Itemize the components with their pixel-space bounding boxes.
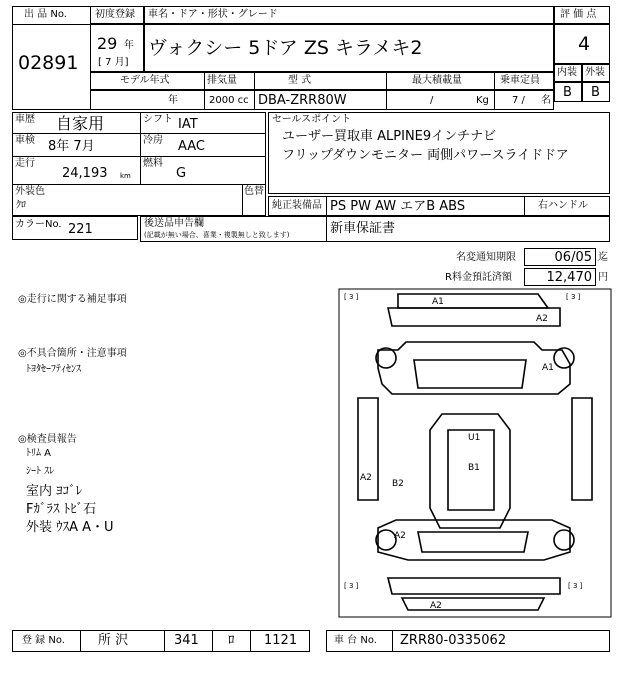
mark-u1: U1 [468, 433, 481, 443]
model-year-label: モデル年式 [120, 75, 170, 86]
reg-class: 341 [174, 633, 199, 648]
sales-point-line-2: フリップダウンモニター 両側パワースライドドア [282, 148, 569, 163]
mark-b2: B2 [392, 479, 404, 489]
side-view-bottom [388, 578, 560, 594]
equipment-v1 [326, 196, 327, 216]
displacement-value: 2000 cc [209, 95, 249, 106]
equipment-label: 純正装備品 [272, 200, 322, 211]
car-damage-diagram [338, 288, 614, 620]
steering-value: 右ハンドル [538, 200, 588, 211]
exterior-color-label: 外装色 [15, 186, 45, 197]
reg-year: 29 [97, 34, 118, 53]
name-change-label: 名変通知期限 [456, 252, 516, 263]
defects-title: ◎不具合箇所・注意事項 [18, 348, 127, 359]
mileage-value: 24,193 [62, 166, 108, 181]
wheel-rl [376, 530, 396, 550]
footer-v3 [212, 630, 213, 652]
color-no-label: カラーNo. [15, 219, 62, 230]
footer-v5 [392, 630, 393, 652]
car-name-label: 車名・ドア・形状・グレード [148, 9, 278, 20]
name-change-unit: 迄 [598, 252, 608, 263]
shift-value: IAT [178, 117, 198, 132]
divider-4 [494, 72, 495, 110]
specs-v2 [242, 184, 243, 216]
inspector-line-5: 外装 ｳｽA A・U [26, 520, 114, 535]
recycle-unit: 円 [598, 272, 608, 283]
inspector-line-1: ﾄﾘﾑ A [26, 448, 52, 459]
ac-value: AAC [178, 139, 205, 154]
recycle-label: R料金預託済額 [445, 272, 512, 283]
capacity-value: 7 / [512, 95, 525, 106]
lot-label: 出 品 No. [24, 9, 67, 20]
specs-h3 [12, 184, 266, 185]
type-code: DBA-ZRR80W [258, 93, 347, 108]
sales-points-label: セールスポイント [272, 114, 352, 125]
max-load-value: / [430, 95, 434, 106]
lot-number: 02891 [18, 52, 79, 74]
documents-value: 新車保証書 [330, 221, 396, 236]
footer-v1 [80, 630, 81, 652]
windshield [414, 360, 526, 388]
max-load-label: 最大積載量 [412, 75, 462, 86]
corner-label-br: [ 3 ] [568, 582, 583, 590]
inspector-line-2: ｼｰﾄ ｽﾚ [26, 466, 55, 477]
mark-a2-bottom: A2 [430, 601, 442, 611]
displacement-label: 排気量 [207, 75, 237, 86]
score-value: 4 [578, 33, 591, 55]
type-label: 型 式 [288, 75, 312, 86]
mileage-unit: km [120, 172, 131, 180]
reg-label: 初度登録 [95, 9, 135, 20]
chassis-label: 車 台 No. [334, 635, 377, 646]
defects-line: ﾄﾖﾀｾｰﾌﾃｨｾﾝｽ [26, 364, 81, 375]
load-unit: Kg [476, 95, 489, 106]
mark-a2-rear: A2 [394, 531, 406, 541]
footer-v4 [250, 630, 251, 652]
corner-label-tl: [ 3 ] [344, 293, 359, 301]
specs-h2 [12, 156, 266, 157]
side-view-top [398, 294, 548, 308]
capacity-unit: 名 [541, 95, 551, 106]
fuel-value: G [176, 166, 187, 181]
reg-year-unit: 年 [124, 40, 134, 51]
reg-kana: ﾛ [228, 633, 235, 648]
body-left [358, 398, 378, 500]
name-change-value: 06/05 [554, 250, 592, 265]
car-outline [358, 294, 592, 610]
mark-a2-left: A2 [360, 473, 372, 483]
specs-h1 [12, 133, 266, 134]
documents-v1 [326, 216, 327, 242]
chassis-number: ZRR80-0335062 [400, 633, 507, 648]
diagram-frame [339, 289, 611, 617]
documents-note: (記載が無い場合、喜業・複製無しと致します) [144, 231, 290, 239]
inspector-line-3: 室内 ﾖｺﾞﾚ [26, 484, 83, 499]
rear-window [418, 532, 528, 552]
rear-view [378, 520, 570, 560]
inspection-value: 8年 7月 [48, 139, 95, 154]
footer-v2 [164, 630, 165, 652]
equipment-v2 [524, 196, 525, 216]
mark-b1: B1 [468, 463, 480, 473]
capacity-label: 乗車定員 [500, 75, 540, 86]
mark-a1-top: A1 [432, 297, 444, 307]
wheel-rr [554, 530, 574, 550]
history-value: 自家用 [56, 114, 105, 133]
reg-no-label: 登 録 No. [22, 635, 65, 646]
specs-block [12, 112, 266, 216]
color-no-value: 221 [68, 222, 93, 237]
body-right [572, 398, 592, 500]
mark-a2-top: A2 [536, 314, 548, 324]
divider-2 [254, 72, 255, 110]
history-label: 車歴 [15, 114, 35, 125]
divider-1 [204, 72, 205, 110]
exterior-color-value: ｸﾛ [16, 200, 26, 211]
model-year-unit: 年 [168, 95, 178, 106]
inspector-title: ◎検査員報告 [18, 434, 77, 445]
shift-label: シフト [143, 114, 173, 125]
inspection-label: 車検 [15, 135, 35, 146]
side-view-bottom-lower [402, 598, 544, 610]
sales-point-line-1: ユーザー買取車 ALPINE9インチナビ [282, 129, 497, 144]
corner-label-tr: [ 3 ] [566, 293, 581, 301]
ac-label: 冷房 [143, 135, 163, 146]
wheel-fl [376, 348, 396, 368]
driving-notes-title: ◎走行に関する補足事項 [18, 294, 127, 305]
equipment-value: PS PW AW エアB ABS [330, 199, 466, 214]
recycle-value: 12,470 [546, 270, 592, 285]
interior-label: 内装 [557, 67, 577, 78]
documents-label: 後送品申告欄 [144, 218, 204, 229]
fuel-label: 燃料 [143, 158, 163, 169]
repaint-label: 色替 [244, 186, 264, 197]
reg-month: [ 7 月] [98, 57, 129, 68]
mark-a1-front: A1 [542, 363, 554, 373]
reg-number: 1121 [264, 633, 298, 648]
exterior-label: 外装 [585, 67, 605, 78]
reg-place: 所 沢 [98, 633, 129, 648]
inspector-line-4: Fｶﾞﾗｽ ﾄﾋﾞ石 [26, 502, 97, 517]
divider-3 [386, 72, 387, 110]
exterior-grade: B [591, 85, 600, 100]
score-label: 評 価 点 [560, 9, 597, 20]
side-view-top-body [388, 308, 560, 326]
interior-grade: B [563, 85, 572, 100]
car-name: ヴォクシー 5ドア ZS キラメキ2 [148, 37, 423, 59]
wheel-fr [554, 348, 574, 368]
corner-label-bl: [ 3 ] [344, 582, 359, 590]
mileage-label: 走行 [15, 158, 35, 169]
specs-v1 [140, 112, 141, 184]
